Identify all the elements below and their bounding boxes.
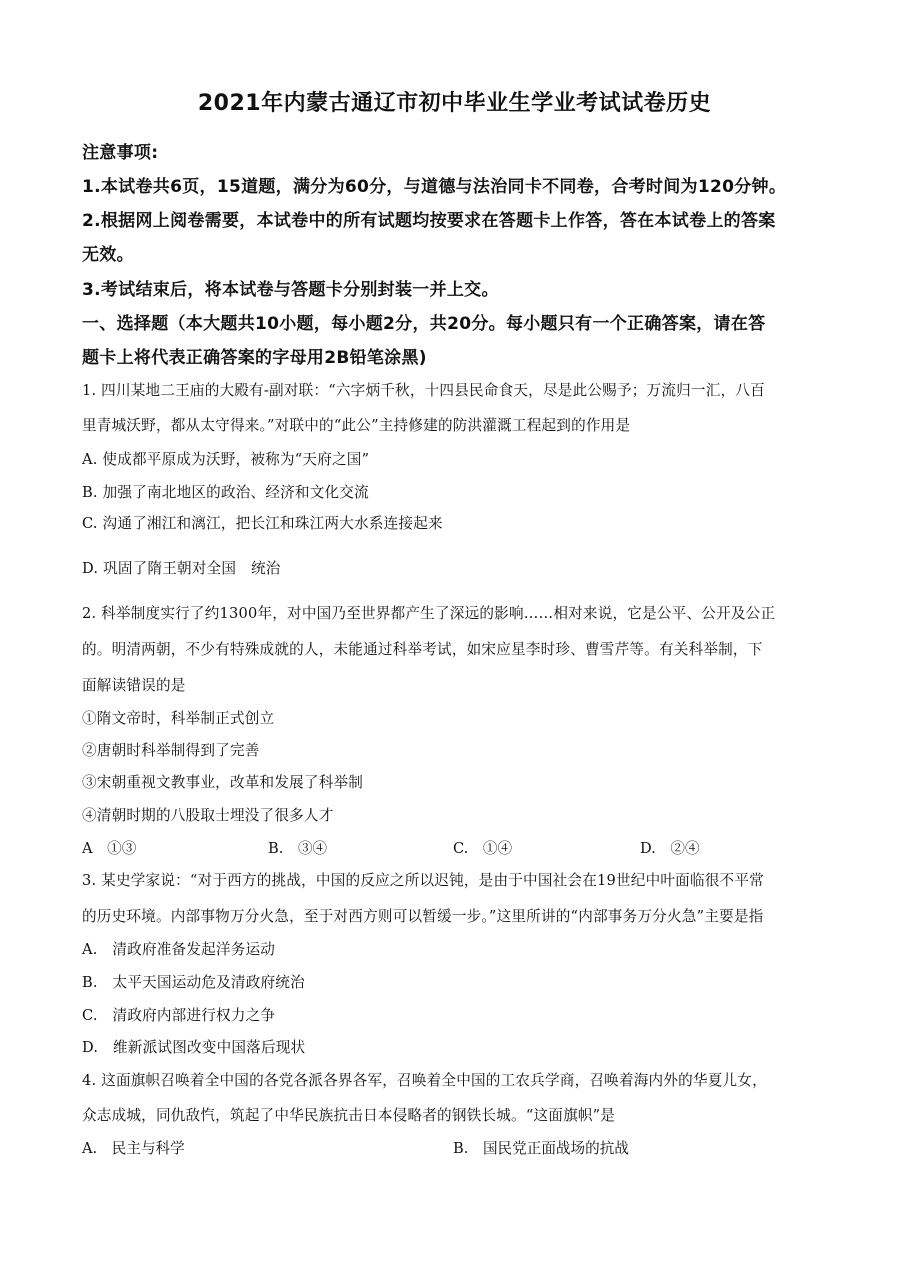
q2-option-b: B. ③④ [268,840,328,857]
section-heading-line-1: 一、选择题（本大题共10小题，每小题2分，共20分。每小题只有一个正确答案，请在答 [82,314,766,334]
q1-option-c: C. 沟通了湘江和漓江，把长江和珠江两大水系连接起来 [82,515,443,532]
q3-option-b: B. 太平天国运动危及清政府统治 [82,974,305,991]
q1-stem-line-1: 1. 四川某地二王庙的大殿有-副对联：“六字炳千秋，十四县民命食天，尽是此公赐予；万流归一汇，八百 [82,382,765,399]
q2-stem-line-2: 的。明清两朝，不少有特殊成就的人，未能通过科举考试，如宋应星李时珍、曹雪芹等。有关科举制，下 [82,641,763,658]
notice-item-1: 1.本试卷共6页，15道题，满分为60分，与道德与法治同卡不同卷，合考时间为120分钟。 [82,177,787,197]
q2-option-d: D. ②④ [640,840,700,857]
q2-option-a: A ①③ [82,840,137,857]
q2-option-c: C. ①④ [453,840,513,857]
notice-item-2-line-2: 无效。 [82,245,134,265]
q3-option-a: A. 清政府准备发起洋务运动 [82,941,276,958]
q1-option-a: A. 使成都平原成为沃野，被称为“天府之国” [82,451,370,468]
q2-statement-3: ③宋朝重视文教事业，改革和发展了科举制 [82,774,364,791]
q4-option-b: B. 国民党正面战场的抗战 [453,1140,629,1157]
q2-statement-1: ①隋文帝时，科举制正式创立 [82,710,275,727]
q3-stem-line-2: 的历史环境。内部事物万分火急，至于对西方则可以暂缓一步。”这里所讲的“内部事务万分火急”主要是指 [82,908,764,925]
q1-stem-line-2: 里青城沃野，都从太守得来。”对联中的“此公”主持修建的防洪灌溉工程起到的作用是 [82,417,631,434]
q2-statement-2: ②唐朝时科举制得到了完善 [82,742,260,759]
q3-option-d: D. 维新派试图改变中国落后现状 [82,1039,306,1056]
notice-heading: 注意事项: [82,143,159,163]
section-heading-line-2: 题卡上将代表正确答案的字母用2B铅笔涂黑) [82,348,427,368]
q4-stem-line-2: 众志成城，同仇敌忾，筑起了中华民族抗击日本侵略者的钢铁长城。“这面旗帜”是 [82,1107,616,1124]
q4-option-a: A. 民主与科学 [82,1140,185,1157]
q2-stem-line-3: 面解读错误的是 [82,677,186,694]
q3-stem-line-1: 3. 某史学家说：“对于西方的挑战，中国的反应之所以迟钝，是由于中国社会在19世纪中叶面临很不平常 [82,872,764,889]
q2-stem-line-1: 2. 科举制度实行了约1300年，对中国乃至世界都产生了深远的影响……相对来说，它是公平、公开及公正 [82,605,776,622]
q1-option-d: D. 巩固了隋王朝对全国 统治 [82,560,281,577]
q2-statement-4: ④清朝时期的八股取士埋没了很多人才 [82,807,334,824]
q3-option-c: C. 清政府内部进行权力之争 [82,1007,276,1024]
notice-item-3: 3.考试结束后，将本试卷与答题卡分别封装一并上交。 [82,280,499,300]
notice-item-2-line-1: 2.根据网上阅卷需要，本试卷中的所有试题均按要求在答题卡上作答，答在本试卷上的答案 [82,211,776,231]
q1-option-b: B. 加强了南北地区的政治、经济和文化交流 [82,484,369,501]
page-title: 2021年内蒙古通辽市初中毕业生学业考试试卷历史 [197,91,712,116]
q4-stem-line-1: 4. 这面旗帜召唤着全中国的各党各派各界各军，召唤着全中国的工农兵学商，召唤着海内外的华夏儿女， [82,1072,767,1089]
